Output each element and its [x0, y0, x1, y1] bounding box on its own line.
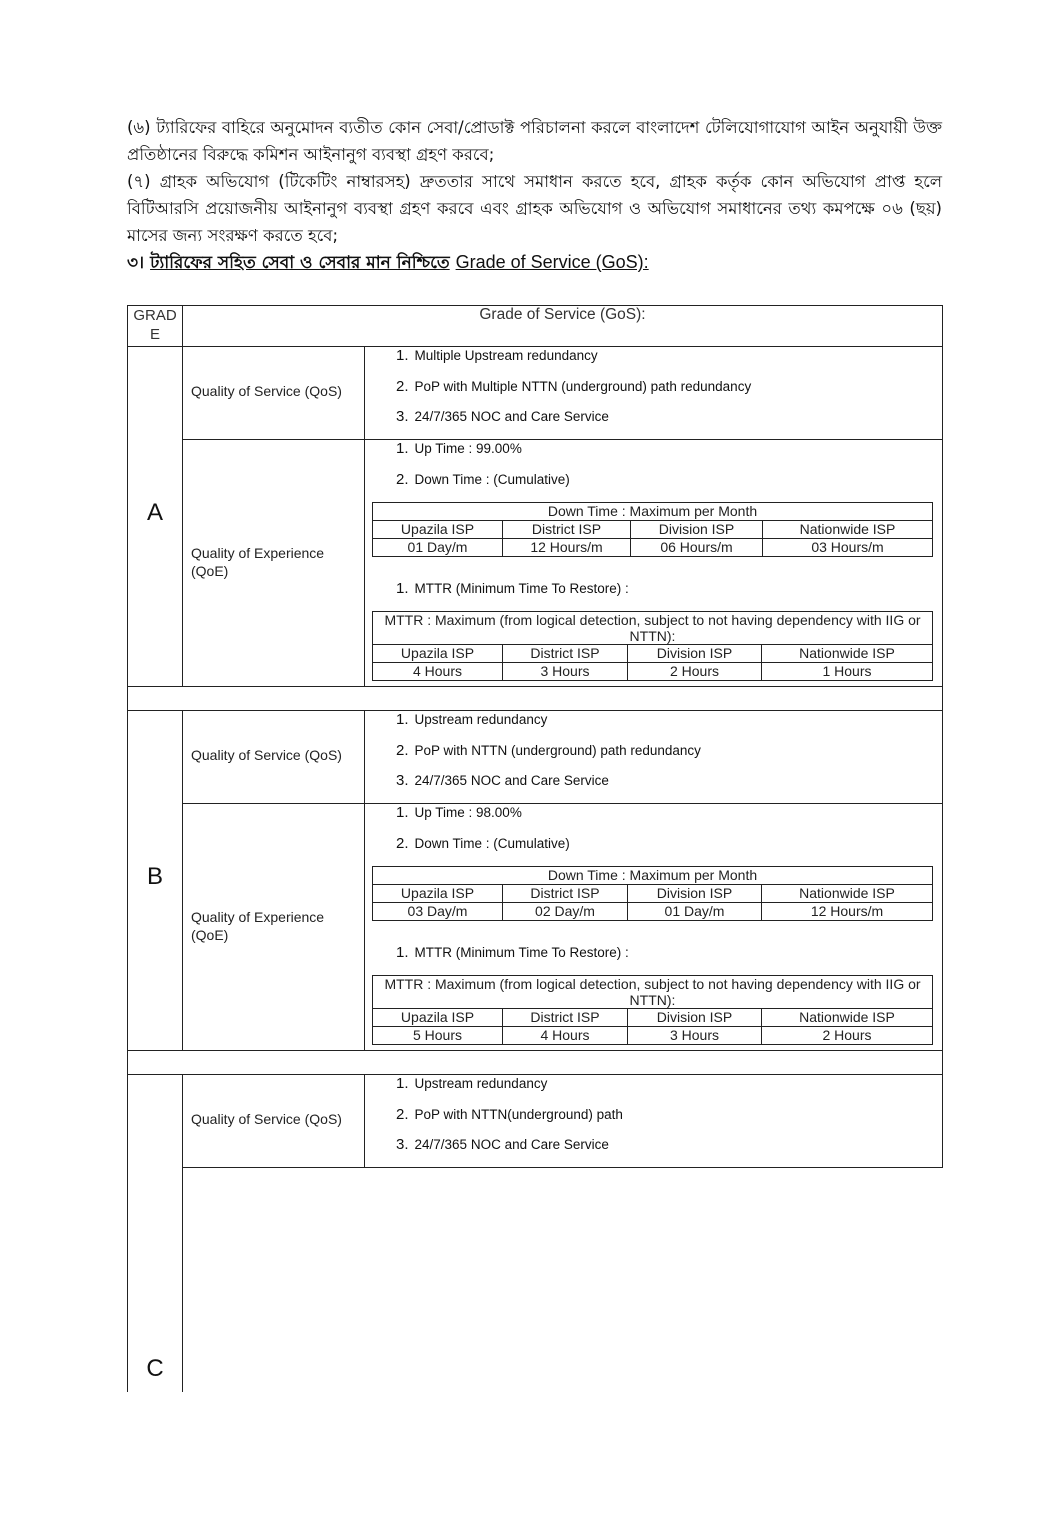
grade-b-qoe-label: Quality of Experience (QoE) — [191, 909, 325, 943]
table-cell: 12 Hours/m — [762, 903, 933, 921]
paragraph-7: (৭) গ্রাহক অভিযোগ (টিকেটিং নাম্বারসহ) দ্রুততার সাথে সমাধান করতে হবে, গ্রাহক কর্তৃক কোন অভিযোগ প্রাপ্ত হলে বিটিআরসি প্রয়োজনীয় আইনানুগ ব্যবস্থা গ্রহণ করবে এবং গ্রাহক অভিযোগ ও অভিযোগ সমাধানের তথ্য কমপক্ষে ০৬ (ছয়) মাসের জন্য সংরক্ষণ করতে হবে; — [127, 172, 942, 245]
col-division: Division ISP — [628, 645, 762, 663]
grade-a-qos-item-1: 1. Multiple Upstream redundancy — [396, 347, 598, 364]
grade-b-mttr-table — [372, 975, 933, 1045]
grade-a-qos-item-3: 3. 24/7/365 NOC and Care Service — [396, 408, 609, 425]
grade-header: GRAD E — [133, 307, 177, 343]
paragraph-6: (৬) ট্যারিফের বাহিরে অনুমোদন ব্যতীত কোন সেবা/প্রোডাক্ট পরিচালনা করলে বাংলাদেশ টেলিযোগাযোগ আইন অনুযায়ী উক্ত প্রতিষ্ঠানের বিরুদ্ধে কমিশন আইনানুগ ব্যবস্থা গ্রহণ করবে; — [127, 118, 942, 164]
col-nationwide: Nationwide ISP — [762, 885, 933, 903]
col-district: District ISP — [503, 885, 628, 903]
col-nationwide: Nationwide ISP — [763, 521, 933, 539]
table-cell: 01 Day/m — [628, 903, 762, 921]
col-district: District ISP — [503, 645, 628, 663]
grade-c-qos-label: Quality of Service (QoS) — [191, 1111, 342, 1127]
grade-b-qos-label: Quality of Service (QoS) — [191, 747, 342, 763]
grade-a-uptime: 1. Up Time : 99.00% — [396, 440, 522, 457]
grade-a-qos-item-2: 2. PoP with Multiple NTTN (underground) path redundancy — [396, 378, 752, 395]
grade-b-mttr-item: 1. MTTR (Minimum Time To Restore) : — [396, 944, 629, 961]
grade-a-downtime-item: 2. Down Time : (Cumulative) — [396, 471, 570, 488]
grade-c-qos-item-1: 1. Upstream redundancy — [396, 1075, 548, 1092]
grade-b-letter: B — [146, 863, 163, 890]
heading-number: ৩। — [127, 253, 151, 273]
grade-a-letter: A — [146, 499, 163, 526]
col-nationwide: Nationwide ISP — [762, 645, 933, 663]
table-cell: 03 Day/m — [373, 903, 503, 921]
col-division: Division ISP — [631, 521, 763, 539]
table-cell: 12 Hours/m — [503, 539, 631, 557]
grade-a-mttr-item: 1. MTTR (Minimum Time To Restore) : — [396, 580, 629, 597]
table-cell: 4 Hours — [503, 1027, 628, 1045]
table-cell: 4 Hours — [373, 663, 503, 681]
grade-a-qos-label: Quality of Service (QoS) — [191, 383, 342, 399]
col-upazila: Upazila ISP — [373, 645, 503, 663]
table-cell: 1 Hours — [762, 663, 933, 681]
table-cell: 2 Hours — [762, 1027, 933, 1045]
table-cell: 3 Hours — [628, 1027, 762, 1045]
heading-english: Grade of Service (GoS): — [455, 252, 649, 272]
col-district: District ISP — [503, 521, 631, 539]
grade-b-downtime-table — [372, 866, 933, 921]
heading-bangla: ট্যারিফের সহিত সেবা ও সেবার মান নিশ্চিতে — [150, 253, 450, 273]
table-cell: 06 Hours/m — [631, 539, 763, 557]
grade-b-qos-item-1: 1. Upstream redundancy — [396, 711, 548, 728]
mttr-header: MTTR : Maximum (from logical detection, subject to not having dependency with IIG or NTTN): — [373, 612, 933, 645]
mttr-header: MTTR : Maximum (from logical detection, subject to not having dependency with IIG or NTTN): — [373, 976, 933, 1009]
grade-c-qos-item-3: 3. 24/7/365 NOC and Care Service — [396, 1136, 609, 1153]
col-nationwide: Nationwide ISP — [762, 1009, 933, 1027]
col-division: Division ISP — [628, 1009, 762, 1027]
col-upazila: Upazila ISP — [373, 521, 503, 539]
table-cell: 03 Hours/m — [763, 539, 933, 557]
col-upazila: Upazila ISP — [373, 885, 503, 903]
table-cell: 5 Hours — [373, 1027, 503, 1045]
grade-a-mttr-table — [372, 611, 933, 681]
grade-c-qos-item-2: 2. PoP with NTTN(underground) path — [396, 1106, 623, 1123]
table-cell: 02 Day/m — [503, 903, 628, 921]
table-cell: 2 Hours — [628, 663, 762, 681]
gos-header: Grade of Service (GoS): — [479, 306, 646, 323]
grade-b-qos-item-2: 2. PoP with NTTN (underground) path redundancy — [396, 742, 701, 759]
table-cell: 01 Day/m — [373, 539, 503, 557]
table-cell: 3 Hours — [503, 663, 628, 681]
grade-b-qos-item-3: 3. 24/7/365 NOC and Care Service — [396, 772, 609, 789]
section-heading — [127, 249, 649, 277]
grade-a-qoe-label: Quality of Experience (QoE) — [191, 545, 325, 579]
col-division: Division ISP — [628, 885, 762, 903]
grade-c-letter: C — [146, 1355, 164, 1382]
grade-a-downtime-table — [372, 502, 933, 557]
col-district: District ISP — [503, 1009, 628, 1027]
col-upazila: Upazila ISP — [373, 1009, 503, 1027]
downtime-header: Down Time : Maximum per Month — [373, 867, 933, 885]
grade-b-uptime: 1. Up Time : 98.00% — [396, 804, 522, 821]
downtime-header: Down Time : Maximum per Month — [373, 503, 933, 521]
grade-b-downtime-item: 2. Down Time : (Cumulative) — [396, 835, 570, 852]
